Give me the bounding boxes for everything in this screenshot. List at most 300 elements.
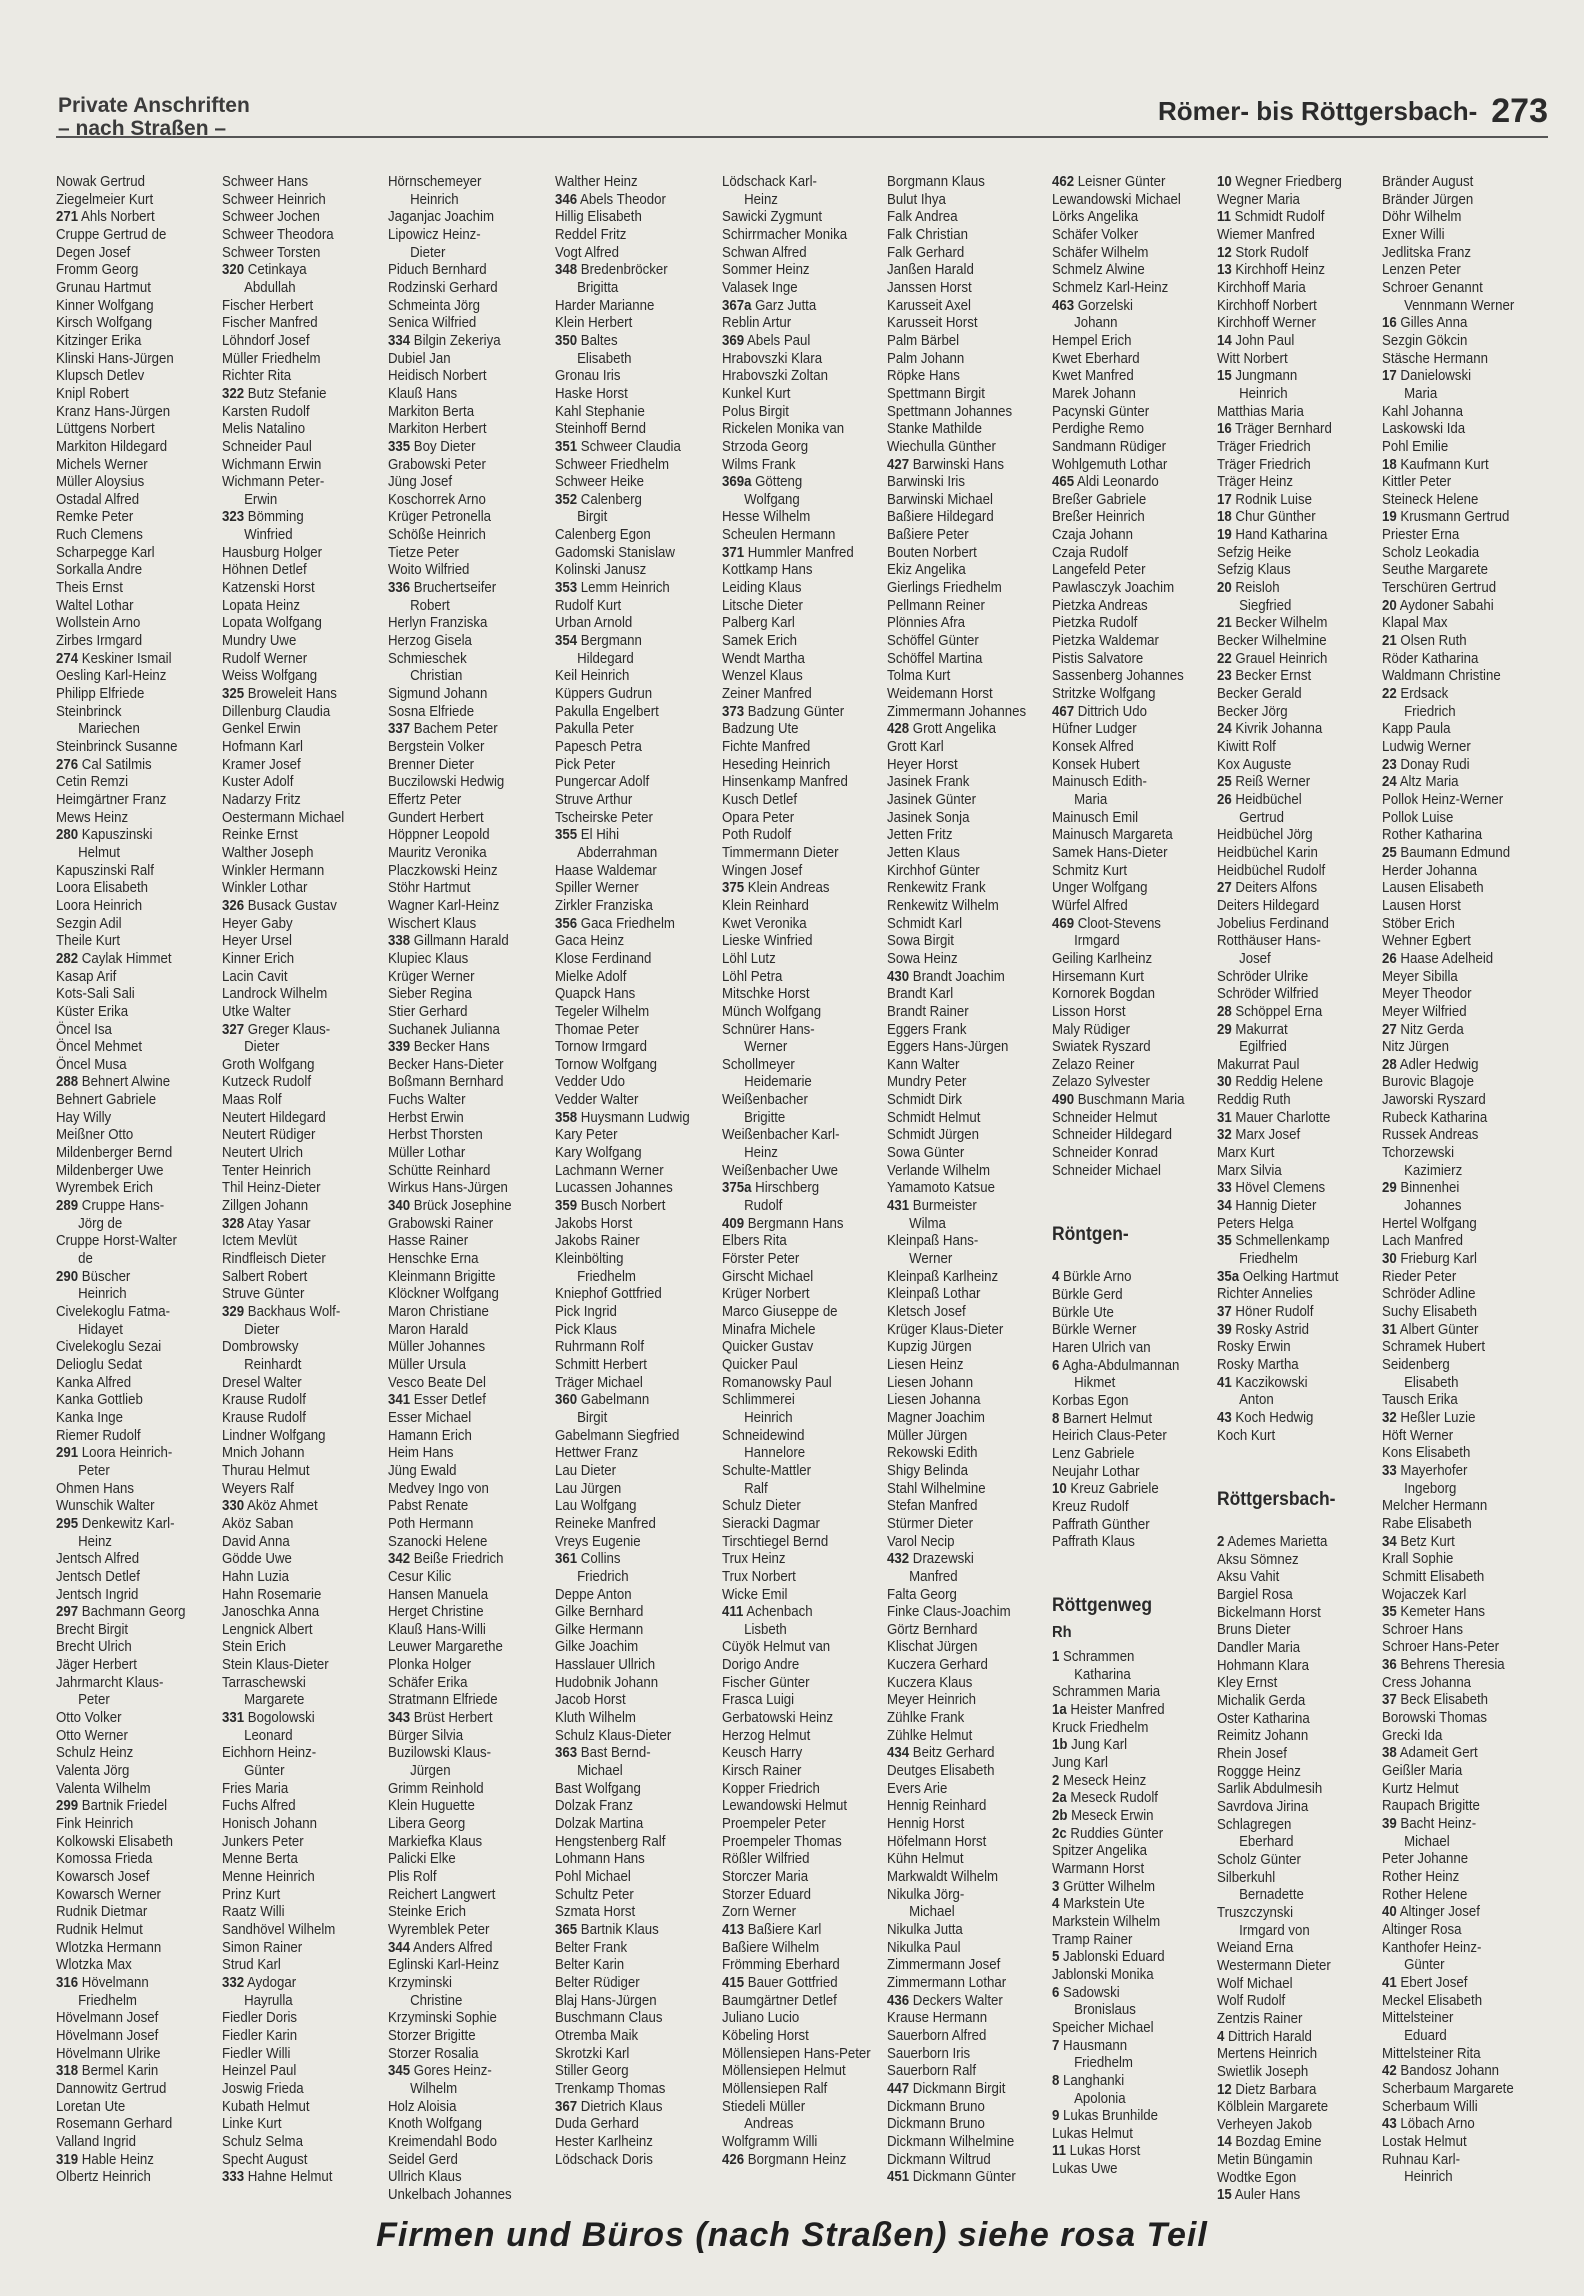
resident-name: Buczilowski Hedwig <box>388 774 505 791</box>
directory-entry <box>1382 1057 1542 1075</box>
directory-entry <box>388 1375 548 1393</box>
resident-name: Bast Wolfgang <box>555 1780 641 1797</box>
resident-name: Meyer Theodor <box>1382 986 1472 1003</box>
directory-entry <box>1052 545 1212 563</box>
directory-entry <box>222 1851 382 1869</box>
directory-entry <box>722 969 882 987</box>
directory-entry <box>1217 1233 1377 1251</box>
directory-entry <box>722 1834 882 1852</box>
resident-name: Grunau Hartmut <box>56 279 151 296</box>
directory-entry <box>555 668 715 686</box>
directory-entry <box>222 1375 382 1393</box>
resident-name: Hohmann Klara <box>1217 1657 1309 1674</box>
resident-name: Kitzinger Erika <box>56 332 142 349</box>
resident-name: Marx Silvia <box>1217 1162 1282 1179</box>
house-number: 34 <box>1217 1198 1232 1215</box>
house-number: 274 <box>56 650 79 667</box>
directory-entry <box>1217 916 1377 934</box>
directory-entry <box>56 580 216 598</box>
directory-entry <box>555 1657 715 1675</box>
resident-name: Lörks Angelika <box>1052 209 1139 226</box>
resident-name: Hasse Rainer <box>388 1233 469 1250</box>
resident-name: Mariechen <box>78 721 140 738</box>
resident-name: Lengnick Albert <box>222 1621 313 1638</box>
resident-name: Rudnik Helmut <box>56 1921 143 1938</box>
directory-entry <box>388 739 548 757</box>
resident-name: Rodnik Luise <box>1235 491 1312 508</box>
house-number: 411 <box>722 1604 744 1621</box>
directory-entry <box>1052 1773 1212 1791</box>
resident-name: Knipl Robert <box>56 385 129 402</box>
resident-name: Rudolf <box>744 1198 783 1215</box>
directory-entry <box>388 1074 548 1092</box>
resident-name: Wyremblek Peter <box>388 1921 490 1938</box>
house-number: 7 <box>1052 2037 1060 2054</box>
resident-name: Stork Rudolf <box>1235 244 1309 261</box>
directory-entry <box>1217 209 1377 227</box>
directory-entry <box>887 562 1047 580</box>
directory-entry <box>887 916 1047 934</box>
directory-entry <box>555 1975 715 1993</box>
resident-name: Löhl Lutz <box>722 950 776 967</box>
directory-entry <box>722 421 882 439</box>
directory-entry <box>722 757 882 775</box>
resident-name: Kolinski Janusz <box>555 562 647 579</box>
resident-name: Heirich Claus-Peter <box>1052 1428 1167 1445</box>
directory-entry <box>1217 492 1377 510</box>
directory-entry <box>887 951 1047 969</box>
house-number: 323 <box>222 509 245 526</box>
directory-entry <box>1217 1887 1377 1905</box>
directory-entry <box>56 1745 216 1763</box>
resident-name: Mildenberger Bernd <box>56 1145 173 1162</box>
house-number: 415 <box>722 1974 745 1991</box>
directory-entry <box>222 1534 382 1552</box>
resident-name: Falk Gerhard <box>887 244 965 261</box>
resident-name: Klein Reinhard <box>722 897 809 914</box>
resident-name: Fiedler Doris <box>222 2010 298 2027</box>
house-number: 328 <box>222 1215 245 1232</box>
directory-entry <box>56 1869 216 1887</box>
house-number: 35 <box>1217 1233 1232 1250</box>
house-number: 319 <box>56 2151 79 2168</box>
resident-name: Gödde Uwe <box>222 1551 292 1568</box>
resident-name: Kowarsch Werner <box>56 1886 161 1903</box>
resident-name: Bermel Karin <box>81 2063 159 2080</box>
directory-entry <box>56 1692 216 1710</box>
resident-name: Walther Heinz <box>555 174 638 190</box>
resident-name: Kubath Helmut <box>222 2098 310 2115</box>
resident-name: Brecht Ulrich <box>56 1639 132 1656</box>
resident-name: Czaja Rudolf <box>1052 544 1128 561</box>
directory-entry <box>222 1816 382 1834</box>
resident-name: Irmgard von <box>1239 1922 1310 1939</box>
house-number: 451 <box>887 2169 910 2186</box>
resident-name: Irmgard <box>1074 933 1120 950</box>
directory-entry <box>1217 351 1377 369</box>
directory-entry <box>555 1710 715 1728</box>
resident-name: Kaczikowski <box>1235 1374 1308 1391</box>
resident-name: Abels Theodor <box>580 191 666 208</box>
resident-name: Herbst Thorsten <box>388 1127 483 1144</box>
directory-entry <box>1052 615 1212 633</box>
resident-name: Hertel Wolfgang <box>1382 1215 1477 1232</box>
resident-name: Jedlitska Franz <box>1382 244 1472 261</box>
directory-entry <box>555 298 715 316</box>
resident-name: Hildegard <box>577 650 634 667</box>
resident-name: Lenz Gabriele <box>1052 1445 1135 1462</box>
resident-name: Dillenburg Claudia <box>222 703 331 720</box>
directory-entry <box>222 651 382 669</box>
resident-name: Silberkuhl <box>1217 1869 1276 1886</box>
directory-entry <box>722 1022 882 1040</box>
directory-entry <box>1052 1967 1212 1985</box>
directory-entry <box>722 527 882 545</box>
resident-name: Reineke Manfred <box>555 1515 656 1532</box>
directory-entry <box>1217 457 1377 475</box>
directory-entry <box>388 1233 548 1251</box>
directory-entry <box>1382 174 1542 192</box>
resident-name: Kons Elisabeth <box>1382 1445 1471 1462</box>
directory-entry <box>1382 1463 1542 1481</box>
resident-name: Baumgärtner Detlef <box>722 1992 837 2009</box>
directory-entry <box>388 580 548 598</box>
directory-entry <box>1217 668 1377 686</box>
directory-entry <box>1217 2011 1377 2029</box>
resident-name: Schulz Klaus-Dieter <box>555 1727 672 1744</box>
directory-entry <box>887 1445 1047 1463</box>
directory-entry <box>722 1940 882 1958</box>
resident-name: Sieracki Dagmar <box>722 1515 820 1532</box>
directory-entry <box>1382 1657 1542 1675</box>
directory-entry <box>56 404 216 422</box>
resident-name: Dietrich Klaus <box>580 2098 663 2115</box>
resident-name: Hrabovszki Zoltan <box>722 368 828 385</box>
resident-name: Strzoda Georg <box>722 438 809 455</box>
resident-name: Jörg de <box>78 1215 123 1232</box>
resident-name: Höft Werner <box>1382 1427 1454 1444</box>
resident-name: Hirsemann Kurt <box>1052 968 1144 985</box>
directory-entry <box>388 1692 548 1710</box>
directory-entry <box>1382 315 1542 333</box>
directory-entry <box>887 1357 1047 1375</box>
resident-name: Beck Elisabeth <box>1400 1692 1489 1709</box>
page-header <box>0 0 1584 170</box>
directory-entry <box>555 333 715 351</box>
resident-name: Birgit <box>577 1409 608 1426</box>
directory-entry <box>1382 368 1542 386</box>
resident-name: Huysmann Ludwig <box>580 1109 690 1126</box>
resident-name: Swietlik Joseph <box>1217 2063 1309 2080</box>
resident-name: Hannelore <box>744 1445 806 1462</box>
resident-name: Palberg Karl <box>722 615 795 632</box>
directory-entry <box>388 333 548 351</box>
directory-entry <box>388 1392 548 1410</box>
resident-name: Eglinski Karl-Heinz <box>388 1957 500 1974</box>
resident-name: Renkewitz Wilhelm <box>887 897 999 914</box>
directory-entry <box>722 1622 882 1640</box>
resident-name: Lau Jürgen <box>555 1480 622 1497</box>
house-number: 9 <box>1052 2108 1060 2125</box>
resident-name: Höppner Leopold <box>388 827 490 844</box>
resident-name: Egilfried <box>1239 1039 1287 1056</box>
resident-name: Träger Friedrich <box>1217 438 1311 455</box>
resident-name: Heidbüchel Rudolf <box>1217 862 1326 879</box>
directory-entry <box>56 1057 216 1075</box>
house-number: 371 <box>722 544 745 561</box>
directory-entry <box>56 351 216 369</box>
directory-entry <box>56 1233 216 1251</box>
directory-entry <box>1052 1340 1212 1358</box>
directory-entry <box>555 615 715 633</box>
resident-name: Weißenbacher <box>722 1092 808 1109</box>
resident-name: Proempeler Peter <box>722 1816 826 1833</box>
resident-name: Krause Rudolf <box>222 1392 306 1409</box>
resident-name: Fischer Herbert <box>222 297 314 314</box>
resident-name: Keskiner Ismail <box>81 650 172 667</box>
resident-name: Tausch Erika <box>1382 1392 1458 1409</box>
resident-name: Krzyminski Sophie <box>388 2010 497 2027</box>
directory-entry <box>388 351 548 369</box>
directory-entry <box>887 492 1047 510</box>
directory-entry <box>722 1604 882 1622</box>
directory-entry <box>388 863 548 881</box>
directory-entry <box>555 1622 715 1640</box>
resident-name: Speicher Michael <box>1052 2019 1154 2036</box>
resident-name: Lewandowski Michael <box>1052 191 1181 208</box>
directory-entry <box>222 1339 382 1357</box>
directory-entry <box>887 898 1047 916</box>
resident-name: Pick Peter <box>555 756 616 773</box>
resident-name: Kolkowski Elisabeth <box>56 1833 174 1850</box>
directory-entry <box>388 1410 548 1428</box>
resident-name: Kühn Helmut <box>887 1851 964 1868</box>
directory-entry <box>887 1657 1047 1675</box>
directory-entry <box>1052 509 1212 527</box>
resident-name: Jacob Horst <box>555 1692 626 1709</box>
directory-entry <box>388 1198 548 1216</box>
directory-entry <box>555 810 715 828</box>
resident-name: Elisabeth <box>577 350 632 367</box>
resident-name: Achenbach <box>746 1604 813 1621</box>
directory-entry <box>1217 1923 1377 1941</box>
resident-name: Richter Annelies <box>1217 1286 1313 1303</box>
resident-name: Heßler Luzie <box>1400 1409 1476 1426</box>
resident-name: Vogt Alfred <box>555 244 620 261</box>
directory-entry <box>722 545 882 563</box>
resident-name: Reddel Fritz <box>555 226 627 243</box>
directory-entry <box>56 333 216 351</box>
directory-entry <box>1217 2117 1377 2135</box>
house-number: 462 <box>1052 174 1075 190</box>
directory-entry <box>722 1269 882 1287</box>
directory-entry <box>56 439 216 457</box>
resident-name: Stritzke Wolfgang <box>1052 686 1156 703</box>
section-title-line2: – nach Straßen – <box>58 117 227 140</box>
directory-entry <box>722 933 882 951</box>
house-number: 430 <box>887 968 910 985</box>
directory-entry <box>56 386 216 404</box>
resident-name: Finke Claus-Joachim <box>887 1604 1011 1621</box>
resident-name: Skrotzki Karl <box>555 2045 630 2062</box>
directory-entry <box>1217 439 1377 457</box>
directory-entry <box>1382 1922 1542 1940</box>
directory-entry <box>222 368 382 386</box>
directory-entry <box>222 1710 382 1728</box>
directory-entry <box>222 916 382 934</box>
directory-entry <box>887 933 1047 951</box>
resident-name: Gabelmann Siegfried <box>555 1427 680 1444</box>
resident-name: Seidel Gerd <box>388 2151 458 2168</box>
resident-name: Rosemann Gerhard <box>56 2116 173 2133</box>
resident-name: Hansen Manuela <box>388 1586 489 1603</box>
directory-entry <box>555 1392 715 1410</box>
directory-entry <box>1052 351 1212 369</box>
directory-entry <box>887 333 1047 351</box>
resident-name: Reisloh <box>1235 580 1280 597</box>
resident-name: Bast Bernd- <box>580 1745 651 1762</box>
resident-name: Scheulen Hermann <box>722 527 836 544</box>
directory-entry <box>722 192 882 210</box>
resident-name: Marco Giuseppe de <box>722 1304 838 1320</box>
directory-entry <box>722 1692 882 1710</box>
resident-name: Schöppel Erna <box>1235 1003 1323 1020</box>
resident-name: Wojaczek Karl <box>1382 1586 1467 1603</box>
directory-entry <box>1052 969 1212 987</box>
page-number: 273 <box>1491 92 1548 130</box>
house-number: 369 <box>722 332 745 349</box>
resident-name: Kivrik Johanna <box>1235 721 1323 738</box>
directory-entry <box>1217 598 1377 616</box>
directory-entry <box>56 1110 216 1128</box>
directory-entry <box>887 1145 1047 1163</box>
house-number: 5 <box>1052 1949 1060 1966</box>
directory-column <box>555 174 715 2169</box>
directory-entry <box>722 598 882 616</box>
resident-name: Schulz Dieter <box>722 1498 801 1515</box>
resident-name: Belter Frank <box>555 1939 628 1956</box>
resident-name: Bürger Silvia <box>388 1727 464 1744</box>
resident-name: Salbert Robert <box>222 1268 308 1285</box>
resident-name: Ullrich Klaus <box>388 2169 462 2186</box>
directory-entry <box>56 951 216 969</box>
directory-entry <box>388 916 548 934</box>
resident-name: Rößler Wilfried <box>722 1851 810 1868</box>
directory-entry <box>1052 1411 1212 1429</box>
resident-name: Philipp Elfriede <box>56 686 145 703</box>
directory-entry <box>222 1057 382 1075</box>
directory-entry <box>388 1975 548 1993</box>
resident-name: Kornorek Bogdan <box>1052 986 1156 1003</box>
resident-name: Küppers Gudrun <box>555 686 653 703</box>
resident-name: Sezgin Adil <box>56 915 122 932</box>
directory-entry <box>56 1922 216 1940</box>
resident-name: Möllensiepen Helmut <box>722 2063 846 2080</box>
directory-entry <box>1217 792 1377 810</box>
directory-entry <box>1382 1745 1542 1763</box>
resident-name: Bergmann <box>580 633 642 650</box>
resident-name: Lach Manfred <box>1382 1233 1463 1250</box>
directory-entry <box>56 1569 216 1587</box>
directory-entry <box>1052 580 1212 598</box>
resident-name: Oesling Karl-Heinz <box>56 668 167 685</box>
resident-name: Fiedler Willi <box>222 2045 291 2062</box>
resident-name: Ictem Mevlüt <box>222 1233 298 1250</box>
resident-name: Weißenbacher Uwe <box>722 1162 839 1179</box>
resident-name: Quicker Gustav <box>722 1339 814 1356</box>
resident-name: Hayrulla <box>244 1992 293 2009</box>
directory-entry <box>222 2028 382 2046</box>
house-number: 326 <box>222 897 245 914</box>
resident-name: Schweer Theodora <box>222 226 334 243</box>
resident-name: Mnich Johann <box>222 1445 305 1462</box>
directory-entry <box>1052 1649 1212 1667</box>
house-number: 336 <box>388 580 411 597</box>
directory-entry <box>1382 598 1542 616</box>
resident-name: Kasap Arif <box>56 968 117 985</box>
resident-name: Exner Willi <box>1382 226 1445 243</box>
resident-name: Trenkamp Thomas <box>555 2080 666 2097</box>
resident-name: Bürkle Arno <box>1063 1269 1132 1286</box>
resident-name: Gundert Herbert <box>388 809 484 826</box>
directory-entry <box>722 509 882 527</box>
directory-entry <box>1382 1110 1542 1128</box>
resident-name: Denkewitz Karl- <box>81 1515 175 1532</box>
directory-entry <box>722 2081 882 2099</box>
directory-entry <box>887 1639 1047 1657</box>
resident-name: Friedhelm <box>1239 1251 1298 1268</box>
directory-entry <box>555 704 715 722</box>
resident-name: Heinzel Paul <box>222 2063 297 2080</box>
resident-name: Linke Kurt <box>222 2116 282 2133</box>
resident-name: Kirchhoff Maria <box>1217 279 1306 296</box>
directory-entry <box>1217 810 1377 828</box>
directory-entry <box>1052 792 1212 810</box>
directory-entry <box>555 1198 715 1216</box>
resident-name: Jakobs Horst <box>555 1215 633 1232</box>
resident-name: Geißler Maria <box>1382 1763 1463 1780</box>
resident-name: Thomae Peter <box>555 1021 639 1038</box>
directory-entry <box>887 969 1047 987</box>
directory-entry <box>222 315 382 333</box>
house-number: 280 <box>56 827 79 844</box>
house-number: 27 <box>1217 880 1232 897</box>
directory-entry <box>388 1957 548 1975</box>
resident-name: Bredenbröcker <box>580 262 668 279</box>
resident-name: Hudobnik Johann <box>555 1674 659 1691</box>
directory-entry <box>1052 298 1212 316</box>
resident-name: Seuthe Margarete <box>1382 562 1488 579</box>
resident-name: Junkers Peter <box>222 1833 304 1850</box>
resident-name: Dietz Barbara <box>1235 2081 1317 2098</box>
directory-entry <box>887 1975 1047 1993</box>
directory-entry <box>555 1039 715 1057</box>
resident-name: Wohlgemuth Lothar <box>1052 456 1168 473</box>
resident-name: Schneider Konrad <box>1052 1145 1158 1162</box>
directory-entry <box>887 1887 1047 1905</box>
resident-name: Plonka Holger <box>388 1657 472 1674</box>
directory-entry <box>722 474 882 492</box>
directory-entry <box>222 1993 382 2011</box>
resident-name: Genkel Erwin <box>222 721 301 738</box>
directory-entry <box>388 2134 548 2152</box>
directory-entry <box>1052 1932 1212 1950</box>
directory-entry <box>222 863 382 881</box>
directory-entry <box>1217 969 1377 987</box>
resident-name: Schmelz Karl-Heinz <box>1052 279 1169 296</box>
directory-entry <box>1052 1517 1212 1535</box>
directory-entry <box>1382 827 1542 845</box>
